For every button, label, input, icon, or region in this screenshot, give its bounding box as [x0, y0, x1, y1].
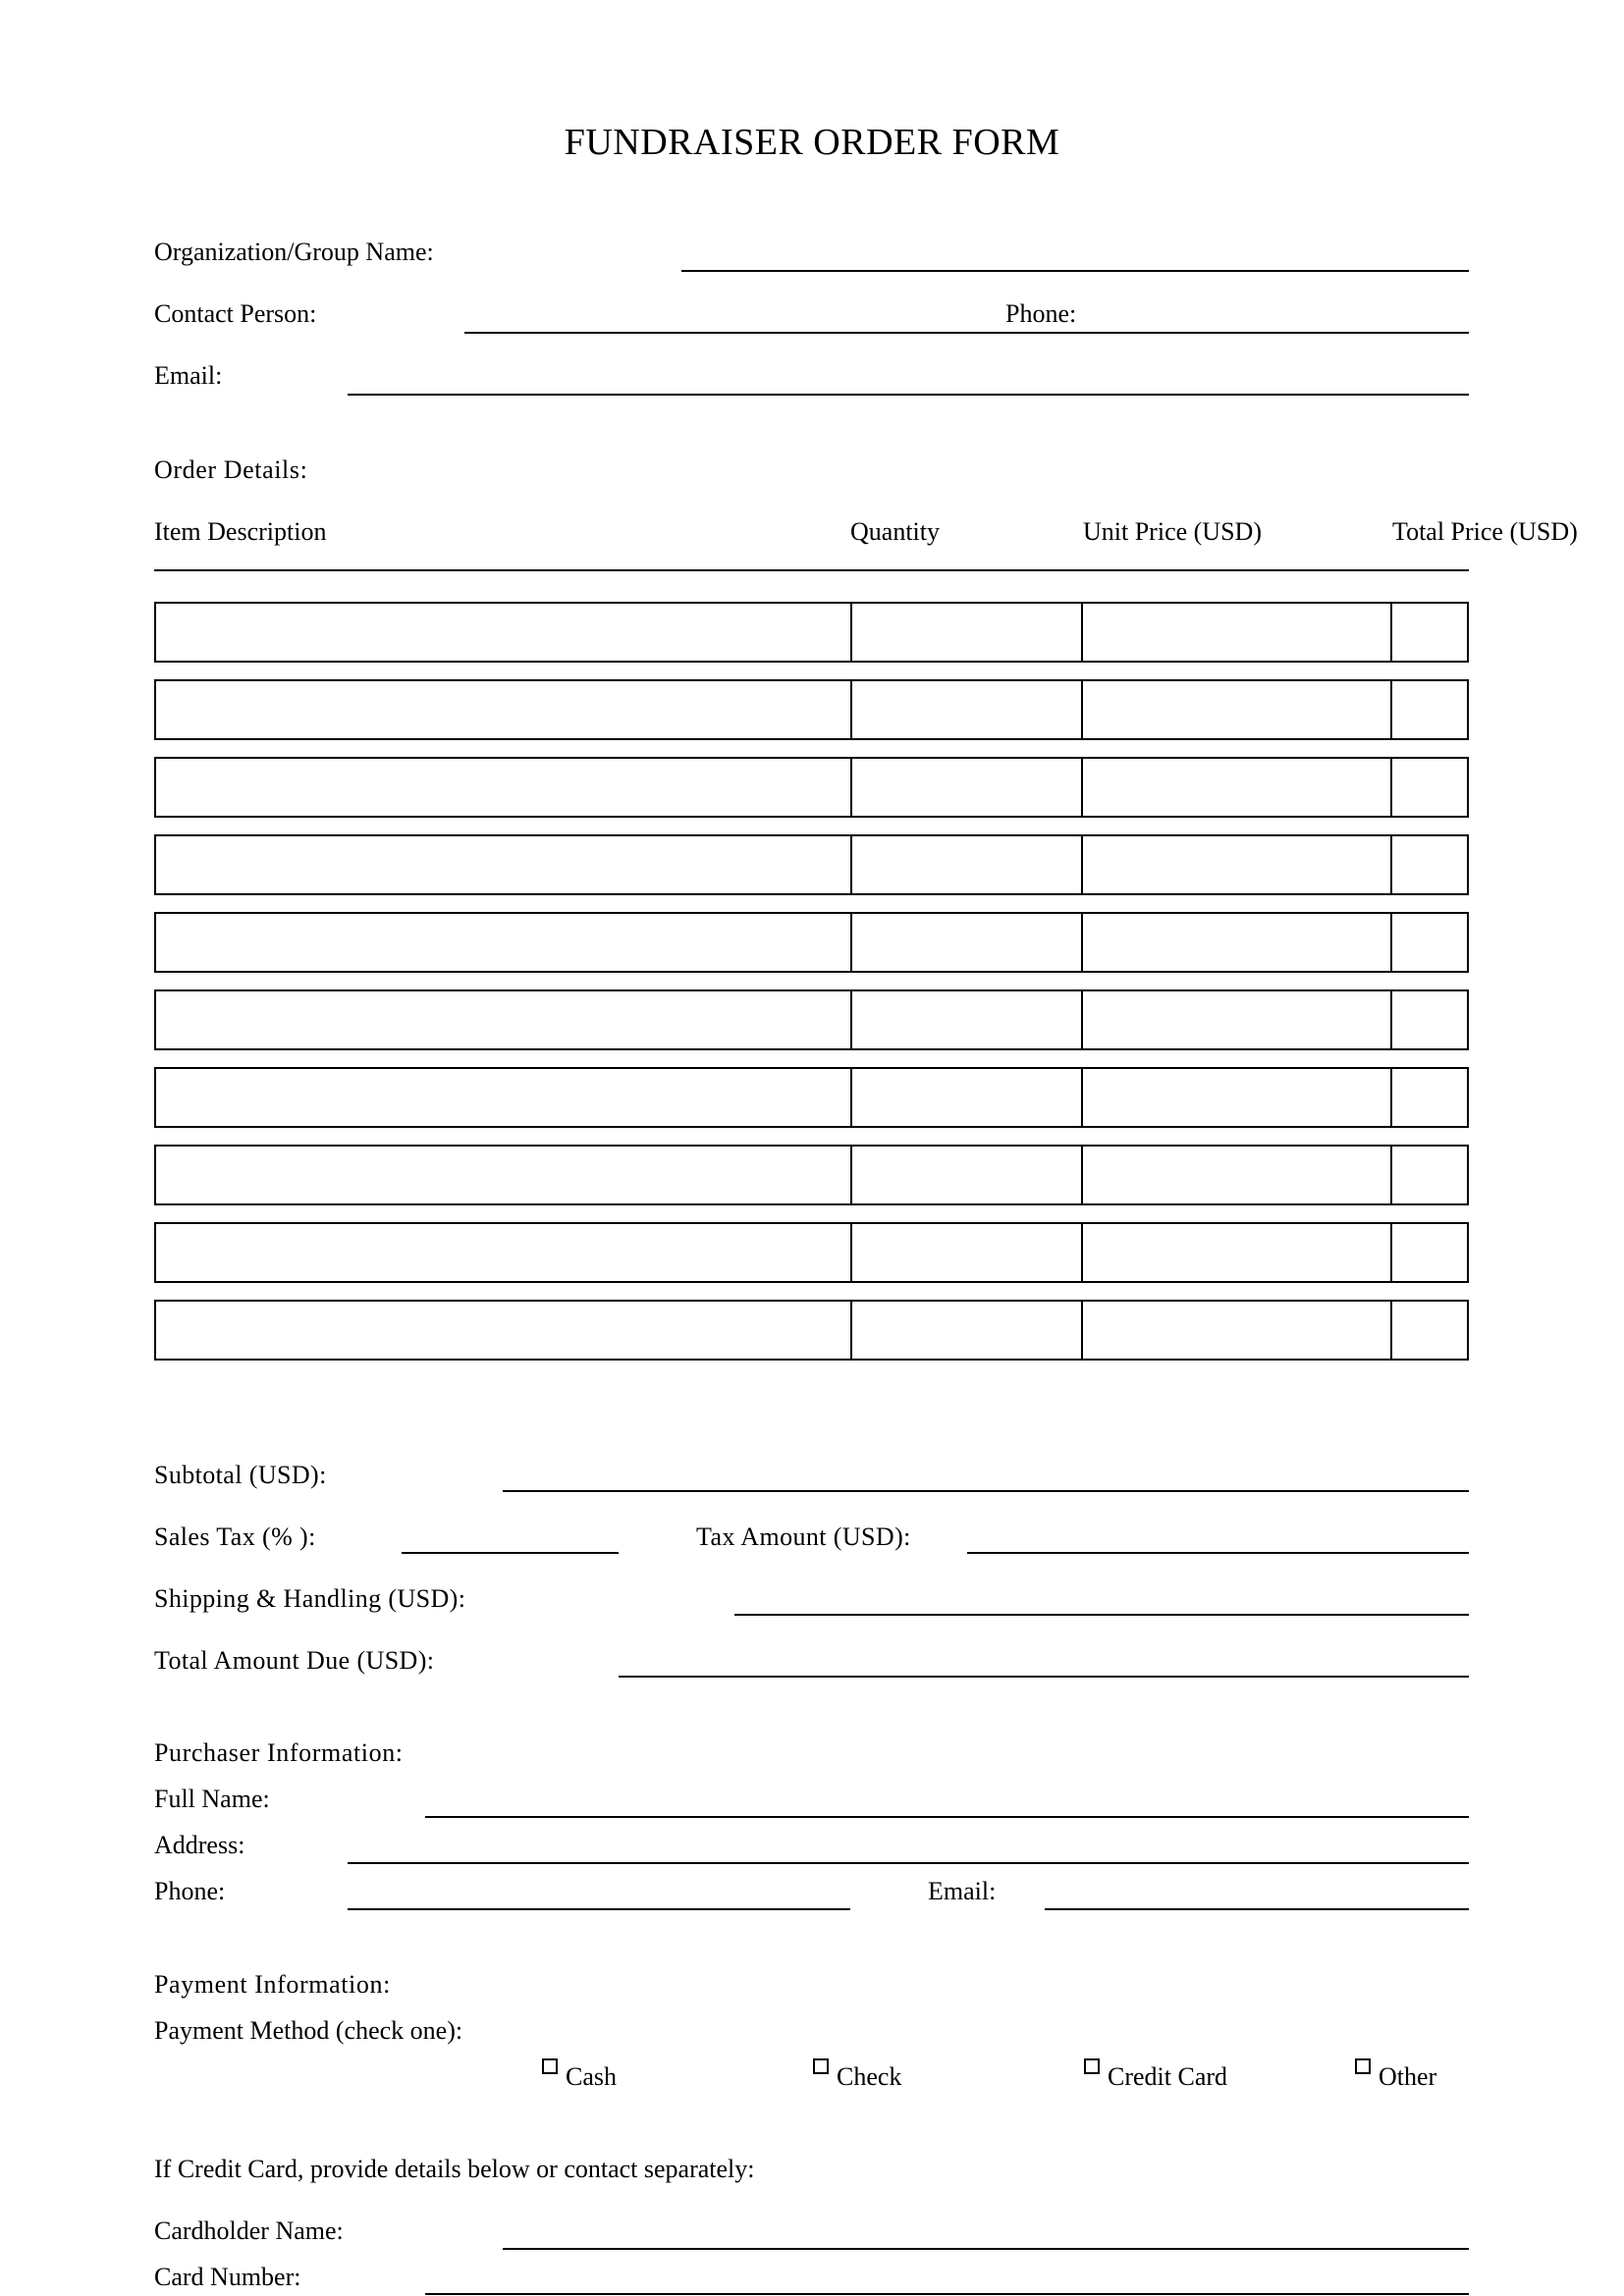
quantity-cell-divider	[850, 604, 852, 661]
unit-price-cell-divider	[1081, 681, 1083, 738]
payment-heading: Payment Information:	[154, 1970, 391, 1999]
total-price-cell-divider	[1390, 1147, 1392, 1203]
contact-person-field[interactable]	[464, 332, 1469, 334]
order-details-heading: Order Details:	[154, 455, 308, 484]
total-price-cell-divider	[1390, 604, 1392, 661]
contact-email-field[interactable]	[348, 394, 1469, 396]
contact-person-label: Contact Person:	[154, 299, 317, 328]
column-header-unit-price: Unit Price (USD)	[1083, 517, 1262, 546]
org-name-label: Organization/Group Name:	[154, 238, 434, 266]
unit-price-cell-divider	[1081, 991, 1083, 1048]
payment-other-label: Other	[1379, 2062, 1437, 2091]
payment-cash-checkbox[interactable]	[542, 2058, 558, 2074]
payment-credit-card-label: Credit Card	[1108, 2062, 1228, 2091]
quantity-cell-divider	[850, 836, 852, 893]
cardholder-name-field[interactable]	[503, 2248, 1469, 2250]
quantity-cell-divider	[850, 1147, 852, 1203]
table-header-rule	[154, 569, 1469, 571]
cardholder-name-label: Cardholder Name:	[154, 2216, 344, 2245]
purchaser-phone-label: Phone:	[154, 1877, 226, 1905]
total-price-cell-divider	[1390, 1302, 1392, 1359]
quantity-cell-divider	[850, 991, 852, 1048]
order-row[interactable]	[154, 834, 1469, 895]
column-header-quantity: Quantity	[850, 517, 940, 546]
column-header-item: Item Description	[154, 517, 327, 546]
total-price-cell-divider	[1390, 681, 1392, 738]
payment-cash-label: Cash	[566, 2062, 617, 2091]
purchaser-name-field[interactable]	[425, 1816, 1469, 1818]
sales-tax-label: Sales Tax (% ):	[154, 1522, 316, 1551]
unit-price-cell-divider	[1081, 836, 1083, 893]
unit-price-cell-divider	[1081, 1069, 1083, 1126]
quantity-cell-divider	[850, 914, 852, 971]
quantity-cell-divider	[850, 681, 852, 738]
payment-other-checkbox[interactable]	[1355, 2058, 1371, 2074]
unit-price-cell-divider	[1081, 1224, 1083, 1281]
total-price-cell-divider	[1390, 1069, 1392, 1126]
purchaser-name-label: Full Name:	[154, 1785, 270, 1813]
tax-amount-label: Tax Amount (USD):	[696, 1522, 911, 1551]
tax-amount-field[interactable]	[967, 1552, 1469, 1554]
card-number-field[interactable]	[425, 2293, 1469, 2295]
payment-check-checkbox[interactable]	[813, 2058, 829, 2074]
contact-phone-label: Phone:	[1005, 299, 1077, 328]
shipping-label: Shipping & Handling (USD):	[154, 1584, 466, 1613]
credit-card-note: If Credit Card, provide details below or contact separately:	[154, 2155, 755, 2183]
total-price-cell-divider	[1390, 836, 1392, 893]
unit-price-cell-divider	[1081, 759, 1083, 816]
sales-tax-field[interactable]	[402, 1552, 619, 1554]
purchaser-email-field[interactable]	[1045, 1908, 1469, 1910]
quantity-cell-divider	[850, 1302, 852, 1359]
payment-method-label: Payment Method (check one):	[154, 2016, 463, 2045]
total-due-field[interactable]	[619, 1676, 1469, 1678]
order-row[interactable]	[154, 1222, 1469, 1283]
unit-price-cell-divider	[1081, 1147, 1083, 1203]
total-price-cell-divider	[1390, 759, 1392, 816]
column-header-total-price: Total Price (USD)	[1392, 517, 1578, 546]
total-price-cell-divider	[1390, 991, 1392, 1048]
order-row[interactable]	[154, 912, 1469, 973]
total-price-cell-divider	[1390, 1224, 1392, 1281]
quantity-cell-divider	[850, 1224, 852, 1281]
order-row[interactable]	[154, 757, 1469, 818]
order-row[interactable]	[154, 602, 1469, 663]
quantity-cell-divider	[850, 759, 852, 816]
form-title: FUNDRAISER ORDER FORM	[564, 122, 1060, 163]
subtotal-field[interactable]	[503, 1490, 1469, 1492]
card-number-label: Card Number:	[154, 2263, 301, 2291]
unit-price-cell-divider	[1081, 1302, 1083, 1359]
total-due-label: Total Amount Due (USD):	[154, 1646, 435, 1675]
total-price-cell-divider	[1390, 914, 1392, 971]
unit-price-cell-divider	[1081, 914, 1083, 971]
contact-email-label: Email:	[154, 361, 223, 390]
subtotal-label: Subtotal (USD):	[154, 1461, 327, 1489]
order-row[interactable]	[154, 1145, 1469, 1205]
order-row[interactable]	[154, 989, 1469, 1050]
order-row[interactable]	[154, 679, 1469, 740]
quantity-cell-divider	[850, 1069, 852, 1126]
org-name-field[interactable]	[681, 270, 1469, 272]
purchaser-address-label: Address:	[154, 1831, 245, 1859]
purchaser-phone-field[interactable]	[348, 1908, 850, 1910]
unit-price-cell-divider	[1081, 604, 1083, 661]
order-row[interactable]	[154, 1067, 1469, 1128]
purchaser-address-field[interactable]	[348, 1862, 1469, 1864]
payment-check-label: Check	[837, 2062, 902, 2091]
shipping-field[interactable]	[734, 1614, 1469, 1616]
payment-credit-card-checkbox[interactable]	[1084, 2058, 1100, 2074]
order-row[interactable]	[154, 1300, 1469, 1361]
purchaser-email-label: Email:	[928, 1877, 997, 1905]
purchaser-heading: Purchaser Information:	[154, 1738, 404, 1767]
